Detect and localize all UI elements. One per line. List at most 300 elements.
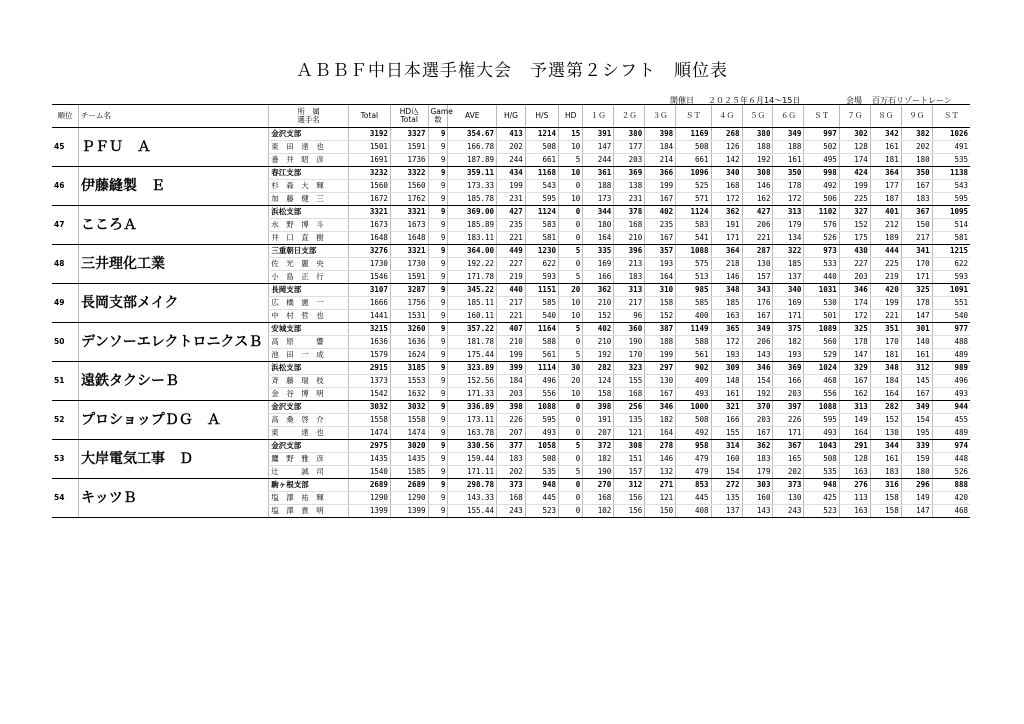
score-cell: 1673 bbox=[390, 219, 428, 232]
score-cell: 501 bbox=[804, 310, 839, 323]
score-cell: 535 bbox=[932, 154, 970, 167]
col-g9: ９Ｇ bbox=[901, 105, 932, 128]
score-cell: 173.11 bbox=[448, 414, 497, 427]
score-cell: 185.78 bbox=[448, 193, 497, 206]
score-cell: 362 bbox=[583, 284, 614, 297]
score-cell: 530 bbox=[804, 297, 839, 310]
score-cell: 448 bbox=[932, 453, 970, 466]
score-cell: 9 bbox=[428, 323, 448, 336]
score-cell: 163 bbox=[839, 466, 870, 479]
score-cell: 143.33 bbox=[448, 492, 497, 505]
rank-cell: 53 bbox=[52, 440, 79, 479]
score-cell: 167 bbox=[645, 388, 676, 401]
score-cell: 177 bbox=[870, 180, 901, 193]
score-cell: 192 bbox=[742, 154, 773, 167]
score-cell: 3032 bbox=[390, 401, 428, 414]
score-cell: 9 bbox=[428, 245, 448, 258]
score-cell: 0 bbox=[558, 180, 582, 193]
score-cell: 287 bbox=[742, 245, 773, 258]
score-cell: 102 bbox=[583, 505, 614, 518]
score-cell: 560 bbox=[804, 336, 839, 349]
score-cell: 179 bbox=[773, 219, 804, 232]
score-cell: 1435 bbox=[390, 453, 428, 466]
score-cell: 974 bbox=[932, 440, 970, 453]
col-g5: ５Ｇ bbox=[742, 105, 773, 128]
score-cell: 9 bbox=[428, 440, 448, 453]
score-cell: 152 bbox=[645, 310, 676, 323]
score-cell: 493 bbox=[804, 427, 839, 440]
score-cell: 199 bbox=[645, 349, 676, 362]
score-cell: 479 bbox=[676, 453, 711, 466]
score-cell: 346 bbox=[645, 401, 676, 414]
score-cell: 513 bbox=[676, 271, 711, 284]
score-cell: 243 bbox=[773, 505, 804, 518]
score-cell: 183.11 bbox=[448, 232, 497, 245]
team-total-row bbox=[52, 245, 970, 258]
team-total-row bbox=[52, 323, 970, 336]
player-name-cell: 金 谷 博 明 bbox=[269, 388, 349, 401]
score-cell: 902 bbox=[676, 362, 711, 375]
score-cell: 508 bbox=[525, 141, 558, 154]
score-cell: 576 bbox=[804, 219, 839, 232]
score-cell: 183 bbox=[870, 466, 901, 479]
score-cell: 9 bbox=[428, 401, 448, 414]
score-cell: 340 bbox=[773, 284, 804, 297]
score-cell: 380 bbox=[614, 128, 645, 141]
score-cell: 148 bbox=[711, 375, 742, 388]
score-cell: 5 bbox=[558, 154, 582, 167]
rank-cell: 48 bbox=[52, 245, 79, 284]
score-cell: 152 bbox=[870, 414, 901, 427]
team-total-row bbox=[52, 167, 970, 180]
score-cell: 147 bbox=[839, 349, 870, 362]
score-cell: 3192 bbox=[348, 128, 390, 141]
score-cell: 989 bbox=[932, 362, 970, 375]
score-cell: 413 bbox=[497, 128, 526, 141]
score-cell: 1058 bbox=[525, 440, 558, 453]
player-name-cell: 小 島 正 行 bbox=[269, 271, 349, 284]
score-cell: 583 bbox=[525, 219, 558, 232]
score-cell: 168 bbox=[614, 219, 645, 232]
score-cell: 176 bbox=[742, 297, 773, 310]
team-name: ＰＦＵ Ａ bbox=[79, 128, 269, 167]
score-cell: 396 bbox=[614, 245, 645, 258]
score-cell: 210 bbox=[583, 297, 614, 310]
score-cell: 2689 bbox=[348, 479, 390, 492]
score-cell: 1648 bbox=[390, 232, 428, 245]
score-cell: 1290 bbox=[348, 492, 390, 505]
score-cell: 9 bbox=[428, 349, 448, 362]
score-cell: 169 bbox=[773, 297, 804, 310]
score-cell: 164 bbox=[645, 427, 676, 440]
score-cell: 543 bbox=[932, 180, 970, 193]
score-cell: 468 bbox=[932, 505, 970, 518]
score-cell: 9 bbox=[428, 154, 448, 167]
score-cell: 20 bbox=[558, 375, 582, 388]
score-cell: 161 bbox=[773, 154, 804, 167]
team-total-row bbox=[52, 362, 970, 375]
score-cell: 172 bbox=[839, 310, 870, 323]
rank-cell: 49 bbox=[52, 284, 79, 323]
score-cell: 9 bbox=[428, 180, 448, 193]
col-ave: AVE bbox=[448, 105, 497, 128]
score-cell: 593 bbox=[525, 271, 558, 284]
score-cell: 556 bbox=[804, 388, 839, 401]
team-total-row bbox=[52, 206, 970, 219]
score-cell: 322 bbox=[773, 245, 804, 258]
col-affiliation bbox=[269, 105, 349, 128]
score-cell: 312 bbox=[901, 362, 932, 375]
score-cell: 495 bbox=[804, 154, 839, 167]
score-cell: 244 bbox=[583, 154, 614, 167]
score-cell: 161 bbox=[901, 349, 932, 362]
score-cell: 1095 bbox=[932, 206, 970, 219]
score-cell: 348 bbox=[870, 362, 901, 375]
score-cell: 192.22 bbox=[448, 258, 497, 271]
score-cell: 221 bbox=[742, 232, 773, 245]
score-cell: 9 bbox=[428, 336, 448, 349]
col-hd-total bbox=[390, 105, 428, 128]
col-hd: HD bbox=[558, 105, 582, 128]
score-cell: 313 bbox=[773, 206, 804, 219]
score-cell: 398 bbox=[583, 401, 614, 414]
score-cell: 540 bbox=[932, 310, 970, 323]
score-cell: 493 bbox=[932, 388, 970, 401]
score-cell: 231 bbox=[497, 193, 526, 206]
score-cell: 149 bbox=[839, 414, 870, 427]
score-cell: 188 bbox=[773, 141, 804, 154]
score-cell: 227 bbox=[497, 258, 526, 271]
score-cell: 445 bbox=[525, 492, 558, 505]
score-cell: 0 bbox=[558, 401, 582, 414]
score-cell: 192 bbox=[742, 388, 773, 401]
score-cell: 581 bbox=[525, 232, 558, 245]
score-cell: 543 bbox=[525, 180, 558, 193]
score-cell: 468 bbox=[804, 375, 839, 388]
score-cell: 535 bbox=[525, 466, 558, 479]
player-name-cell: 塩 澤 貴 明 bbox=[269, 505, 349, 518]
score-cell: 3260 bbox=[390, 323, 428, 336]
score-cell: 488 bbox=[932, 336, 970, 349]
score-cell: 161 bbox=[870, 453, 901, 466]
score-cell: 303 bbox=[742, 479, 773, 492]
score-cell: 508 bbox=[804, 453, 839, 466]
score-cell: 1560 bbox=[348, 180, 390, 193]
score-cell: 185 bbox=[773, 258, 804, 271]
score-cell: 853 bbox=[676, 479, 711, 492]
score-cell: 329 bbox=[839, 362, 870, 375]
score-cell: 3321 bbox=[390, 245, 428, 258]
score-cell: 152.56 bbox=[448, 375, 497, 388]
score-cell: 166.78 bbox=[448, 141, 497, 154]
score-cell: 128 bbox=[839, 141, 870, 154]
player-name-cell: 佐 光 麗 央 bbox=[269, 258, 349, 271]
score-cell: 321 bbox=[711, 401, 742, 414]
score-cell: 444 bbox=[870, 245, 901, 258]
score-cell: 367 bbox=[901, 206, 932, 219]
score-cell: 159.44 bbox=[448, 453, 497, 466]
score-cell: 427 bbox=[742, 206, 773, 219]
branch-cell: 浜松支部 bbox=[269, 362, 349, 375]
score-cell: 3321 bbox=[348, 206, 390, 219]
score-cell: 217 bbox=[901, 232, 932, 245]
score-cell: 171.33 bbox=[448, 388, 497, 401]
score-cell: 958 bbox=[676, 440, 711, 453]
score-cell: 1096 bbox=[676, 167, 711, 180]
score-cell: 225 bbox=[870, 258, 901, 271]
rank-cell: 54 bbox=[52, 479, 79, 518]
score-cell: 1531 bbox=[390, 310, 428, 323]
score-cell: 541 bbox=[676, 232, 711, 245]
rank-cell: 51 bbox=[52, 362, 79, 401]
score-cell: 2915 bbox=[348, 362, 390, 375]
score-cell: 1553 bbox=[390, 375, 428, 388]
score-cell: 9 bbox=[428, 310, 448, 323]
score-cell: 113 bbox=[839, 492, 870, 505]
score-cell: 585 bbox=[525, 297, 558, 310]
score-cell: 496 bbox=[525, 375, 558, 388]
player-name-cell: 水 野 博 斗 bbox=[269, 219, 349, 232]
score-cell: 147 bbox=[583, 141, 614, 154]
score-cell: 158 bbox=[645, 297, 676, 310]
score-cell: 340 bbox=[711, 167, 742, 180]
score-cell: 155.44 bbox=[448, 505, 497, 518]
score-cell: 533 bbox=[804, 258, 839, 271]
score-cell: 135 bbox=[614, 414, 645, 427]
team-total-row bbox=[52, 284, 970, 297]
score-cell: 373 bbox=[497, 479, 526, 492]
score-cell: 160 bbox=[742, 492, 773, 505]
score-cell: 985 bbox=[676, 284, 711, 297]
score-cell: 1031 bbox=[804, 284, 839, 297]
score-cell: 181 bbox=[870, 349, 901, 362]
score-cell: 313 bbox=[839, 401, 870, 414]
score-cell: 561 bbox=[525, 349, 558, 362]
score-cell: 339 bbox=[901, 440, 932, 453]
col-hs: H/S bbox=[525, 105, 558, 128]
score-cell: 181.78 bbox=[448, 336, 497, 349]
score-cell: 588 bbox=[676, 336, 711, 349]
score-cell: 357 bbox=[645, 245, 676, 258]
score-cell: 167 bbox=[742, 310, 773, 323]
score-cell: 268 bbox=[711, 128, 742, 141]
score-cell: 492 bbox=[804, 180, 839, 193]
score-cell: 350 bbox=[901, 167, 932, 180]
score-cell: 167 bbox=[901, 180, 932, 193]
score-cell: 298.78 bbox=[448, 479, 497, 492]
score-cell: 1546 bbox=[348, 271, 390, 284]
score-cell: 359.11 bbox=[448, 167, 497, 180]
score-cell: 203 bbox=[614, 154, 645, 167]
score-cell: 30 bbox=[558, 362, 582, 375]
score-cell: 5 bbox=[558, 440, 582, 453]
score-cell: 156 bbox=[614, 492, 645, 505]
score-cell: 202 bbox=[497, 141, 526, 154]
score-cell: 221 bbox=[497, 310, 526, 323]
score-cell: 217 bbox=[497, 297, 526, 310]
score-cell: 296 bbox=[901, 479, 932, 492]
score-cell: 1026 bbox=[932, 128, 970, 141]
score-cell: 525 bbox=[676, 180, 711, 193]
score-cell: 349 bbox=[773, 128, 804, 141]
score-cell: 190 bbox=[614, 336, 645, 349]
score-cell: 3215 bbox=[348, 323, 390, 336]
player-name-cell: 杉 森 大 輝 bbox=[269, 180, 349, 193]
score-cell: 1164 bbox=[525, 323, 558, 336]
score-cell: 1088 bbox=[804, 401, 839, 414]
score-cell: 888 bbox=[932, 479, 970, 492]
score-cell: 1540 bbox=[348, 466, 390, 479]
score-cell: 1736 bbox=[390, 154, 428, 167]
ranking-body bbox=[52, 128, 970, 518]
score-cell: 9 bbox=[428, 466, 448, 479]
score-cell: 166 bbox=[711, 414, 742, 427]
score-cell: 508 bbox=[676, 141, 711, 154]
score-cell: 96 bbox=[614, 310, 645, 323]
score-cell: 184 bbox=[645, 141, 676, 154]
score-cell: 420 bbox=[870, 284, 901, 297]
score-cell: 1636 bbox=[348, 336, 390, 349]
score-cell: 622 bbox=[932, 258, 970, 271]
col-g3: ３Ｇ bbox=[645, 105, 676, 128]
score-cell: 445 bbox=[676, 492, 711, 505]
score-cell: 345.22 bbox=[448, 284, 497, 297]
score-cell: 341 bbox=[901, 245, 932, 258]
score-cell: 164 bbox=[583, 232, 614, 245]
score-cell: 362 bbox=[742, 440, 773, 453]
score-cell: 492 bbox=[676, 427, 711, 440]
score-cell: 1088 bbox=[676, 245, 711, 258]
col-affiliation-line1: 所 属 bbox=[297, 106, 320, 116]
score-cell: 202 bbox=[497, 466, 526, 479]
score-cell: 349 bbox=[742, 323, 773, 336]
score-cell: 1214 bbox=[525, 128, 558, 141]
score-cell: 1024 bbox=[804, 362, 839, 375]
score-cell: 1149 bbox=[676, 323, 711, 336]
score-cell: 9 bbox=[428, 427, 448, 440]
score-cell: 188 bbox=[583, 180, 614, 193]
score-cell: 588 bbox=[525, 336, 558, 349]
score-cell: 168 bbox=[497, 492, 526, 505]
score-cell: 561 bbox=[676, 349, 711, 362]
score-cell: 182 bbox=[773, 336, 804, 349]
team-total-row bbox=[52, 128, 970, 141]
score-cell: 1091 bbox=[932, 284, 970, 297]
score-cell: 3020 bbox=[390, 440, 428, 453]
score-cell: 137 bbox=[773, 271, 804, 284]
score-cell: 1114 bbox=[525, 362, 558, 375]
score-cell: 171.78 bbox=[448, 271, 497, 284]
score-cell: 382 bbox=[901, 128, 932, 141]
score-cell: 1435 bbox=[348, 453, 390, 466]
player-name-cell: 斉 藤 瑞 枝 bbox=[269, 375, 349, 388]
score-cell: 9 bbox=[428, 388, 448, 401]
score-cell: 9 bbox=[428, 362, 448, 375]
score-cell: 183 bbox=[901, 193, 932, 206]
score-cell: 187.89 bbox=[448, 154, 497, 167]
score-cell: 365 bbox=[711, 323, 742, 336]
score-cell: 175 bbox=[839, 232, 870, 245]
score-cell: 1691 bbox=[348, 154, 390, 167]
player-name-cell: 中 村 哲 也 bbox=[269, 310, 349, 323]
score-cell: 1089 bbox=[804, 323, 839, 336]
score-cell: 167 bbox=[645, 193, 676, 206]
score-cell: 210 bbox=[497, 336, 526, 349]
score-cell: 126 bbox=[711, 141, 742, 154]
score-cell: 189 bbox=[870, 232, 901, 245]
score-cell: 130 bbox=[645, 375, 676, 388]
score-cell: 491 bbox=[932, 141, 970, 154]
score-cell: 944 bbox=[932, 401, 970, 414]
score-cell: 160.11 bbox=[448, 310, 497, 323]
score-cell: 151 bbox=[614, 453, 645, 466]
score-cell: 622 bbox=[525, 258, 558, 271]
score-cell: 164 bbox=[645, 271, 676, 284]
col-g6: ６Ｇ bbox=[773, 105, 804, 128]
score-cell: 130 bbox=[742, 258, 773, 271]
score-cell: 302 bbox=[839, 128, 870, 141]
score-cell: 9 bbox=[428, 193, 448, 206]
score-cell: 408 bbox=[676, 505, 711, 518]
score-cell: 10 bbox=[558, 193, 582, 206]
score-cell: 523 bbox=[804, 505, 839, 518]
branch-cell: 駒ヶ根支部 bbox=[269, 479, 349, 492]
score-cell: 402 bbox=[645, 206, 676, 219]
score-cell: 583 bbox=[676, 219, 711, 232]
score-cell: 142 bbox=[711, 154, 742, 167]
score-cell: 3287 bbox=[390, 284, 428, 297]
player-name-cell: 番 井 昭 彦 bbox=[269, 154, 349, 167]
score-cell: 323 bbox=[614, 362, 645, 375]
score-cell: 188 bbox=[645, 336, 676, 349]
col-team: チーム名 bbox=[79, 105, 269, 128]
score-cell: 489 bbox=[932, 427, 970, 440]
score-cell: 174 bbox=[839, 154, 870, 167]
score-cell: 203 bbox=[773, 388, 804, 401]
score-cell: 297 bbox=[645, 362, 676, 375]
score-cell: 167 bbox=[645, 232, 676, 245]
score-cell: 5 bbox=[558, 245, 582, 258]
score-cell: 362 bbox=[711, 206, 742, 219]
score-cell: 214 bbox=[645, 154, 676, 167]
score-cell: 227 bbox=[839, 258, 870, 271]
score-cell: 373 bbox=[773, 479, 804, 492]
score-cell: 1373 bbox=[348, 375, 390, 388]
score-cell: 192 bbox=[583, 349, 614, 362]
team-name: 大岸電気工事 Ｄ bbox=[79, 440, 269, 479]
branch-cell: 安城支部 bbox=[269, 323, 349, 336]
score-cell: 3327 bbox=[390, 128, 428, 141]
score-cell: 178 bbox=[839, 336, 870, 349]
score-cell: 661 bbox=[525, 154, 558, 167]
score-cell: 1632 bbox=[390, 388, 428, 401]
col-st2: ＳＴ bbox=[804, 105, 839, 128]
score-cell: 130 bbox=[870, 427, 901, 440]
score-cell: 301 bbox=[901, 323, 932, 336]
date-value: ２０２５年６月14～15日 bbox=[708, 96, 801, 105]
score-cell: 140 bbox=[901, 336, 932, 349]
score-cell: 3185 bbox=[390, 362, 428, 375]
score-cell: 10 bbox=[558, 310, 582, 323]
score-cell: 325 bbox=[839, 323, 870, 336]
score-cell: 9 bbox=[428, 414, 448, 427]
score-cell: 165 bbox=[773, 453, 804, 466]
score-cell: 3032 bbox=[348, 401, 390, 414]
score-cell: 154 bbox=[711, 466, 742, 479]
score-cell: 9 bbox=[428, 297, 448, 310]
score-cell: 0 bbox=[558, 206, 582, 219]
score-cell: 364.00 bbox=[448, 245, 497, 258]
